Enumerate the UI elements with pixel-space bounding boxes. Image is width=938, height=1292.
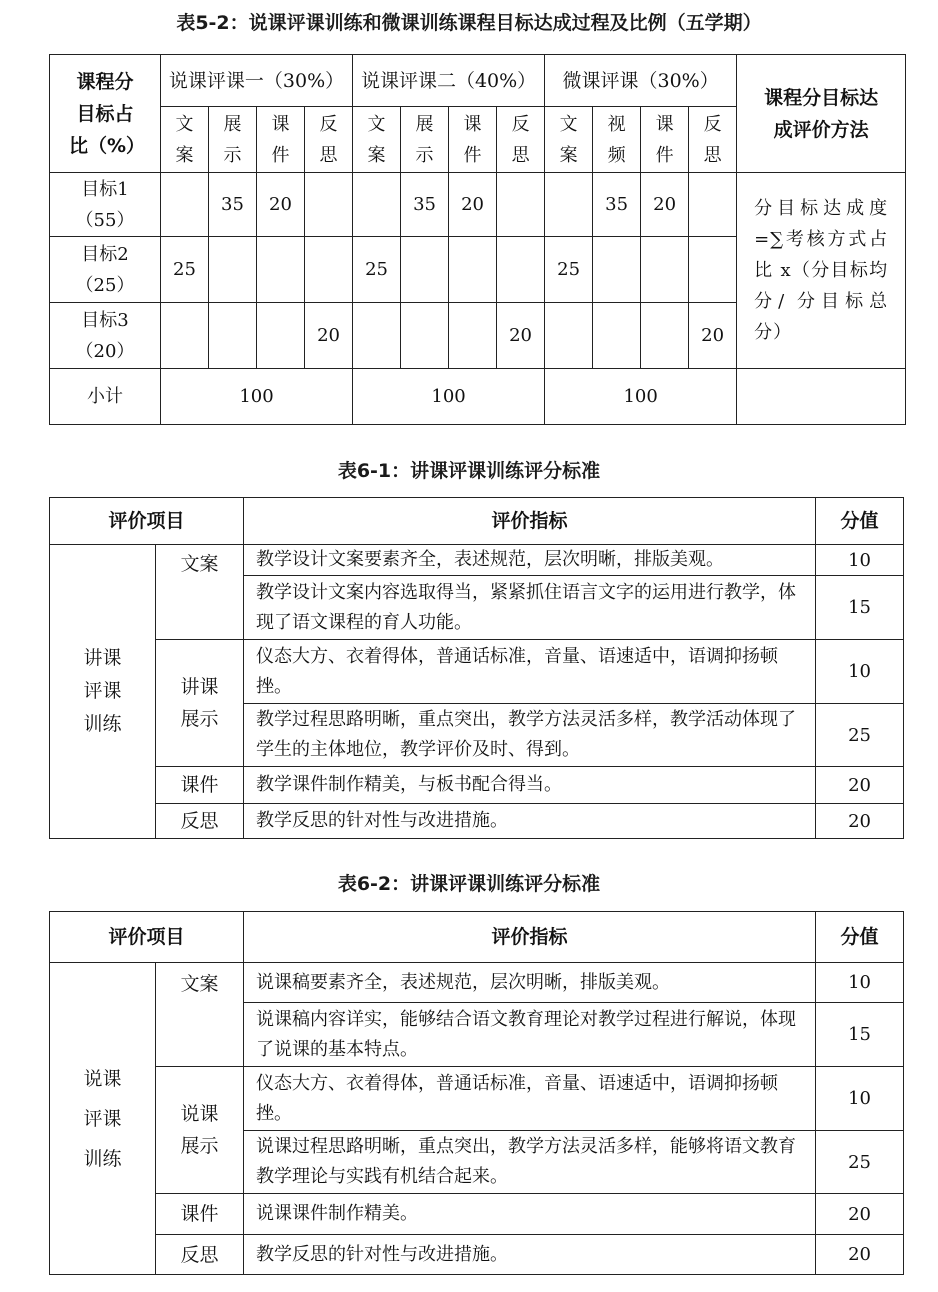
- table-cell: [593, 237, 641, 303]
- sub-item-label: 说课展示: [156, 1067, 244, 1194]
- header-score: 分值: [816, 498, 904, 545]
- table-cell: [449, 303, 497, 369]
- table52: [49, 54, 906, 425]
- table-cell: 25: [161, 237, 209, 303]
- table-cell: [689, 173, 737, 237]
- table-cell: [497, 173, 545, 237]
- table-cell: [353, 173, 401, 237]
- table-cell: 20: [497, 303, 545, 369]
- sub-header: 反思: [497, 107, 545, 173]
- table-cell: [305, 237, 353, 303]
- table-cell: [689, 237, 737, 303]
- indicator-text: 教学反思的针对性与改进措施。: [244, 804, 816, 839]
- header-item: 评价项目: [50, 912, 244, 963]
- table52-caption: 表5-2：说课评课训练和微课训练课程目标达成过程及比例（五学期）: [176, 12, 762, 34]
- indicator-text: 教学设计文案要素齐全，表述规范，层次明晰，排版美观。: [244, 545, 816, 576]
- method-header: 课程分目标达成评价方法: [737, 55, 906, 173]
- goal-label: 目标1 （55）: [50, 173, 161, 237]
- sub-header: 文案: [545, 107, 593, 173]
- indicator-text: 说课课件制作精美。: [244, 1194, 816, 1235]
- category-label: 讲课评课训练: [50, 545, 156, 839]
- table-cell: [497, 237, 545, 303]
- header-indicator: 评价指标: [244, 498, 816, 545]
- table-cell: 20: [641, 173, 689, 237]
- goal-label: 目标3 （20）: [50, 303, 161, 369]
- table-cell: [545, 173, 593, 237]
- sub-header: 反思: [689, 107, 737, 173]
- subtotal-value: 100: [545, 369, 737, 425]
- table-cell: [209, 303, 257, 369]
- table-cell: [209, 237, 257, 303]
- score-value: 15: [816, 1003, 904, 1067]
- table-cell: [401, 237, 449, 303]
- table-cell: 25: [353, 237, 401, 303]
- subtotal-value: 100: [353, 369, 545, 425]
- table-cell: 25: [545, 237, 593, 303]
- sub-item-label: 讲课展示: [156, 640, 244, 767]
- table-cell: [305, 173, 353, 237]
- score-value: 15: [816, 576, 904, 640]
- sub-item-label: 文案: [156, 963, 244, 1067]
- category-label: 说课评课训练: [50, 963, 156, 1275]
- indicator-text: 说课过程思路明晰，重点突出，教学方法灵活多样，能够将语文教育教学理论与实践有机结合起来。: [244, 1131, 816, 1194]
- table-cell: 35: [209, 173, 257, 237]
- sub-header: 文案: [161, 107, 209, 173]
- sub-item-label: 文案: [156, 545, 244, 640]
- indicator-text: 说课稿要素齐全，表述规范，层次明晰，排版美观。: [244, 963, 816, 1003]
- sub-header: 课件: [257, 107, 305, 173]
- table-cell: 20: [305, 303, 353, 369]
- sub-item-label: 反思: [156, 1235, 244, 1275]
- table62-caption: 表6-2：讲课评课训练评分标准: [337, 873, 601, 895]
- table-cell: [641, 303, 689, 369]
- indicator-text: 仪态大方、衣着得体，普通话标准，音量、语速适中，语调抑扬顿挫。: [244, 1067, 816, 1131]
- sub-item-label: 课件: [156, 767, 244, 804]
- score-value: 20: [816, 1194, 904, 1235]
- table-cell: 20: [257, 173, 305, 237]
- table-cell: 35: [401, 173, 449, 237]
- table-cell: [161, 173, 209, 237]
- header-indicator: 评价指标: [244, 912, 816, 963]
- score-value: 10: [816, 1067, 904, 1131]
- score-value: 10: [816, 963, 904, 1003]
- sub-header: 展示: [209, 107, 257, 173]
- sub-header: 课件: [641, 107, 689, 173]
- table-cell: 20: [449, 173, 497, 237]
- sub-item-label: 课件: [156, 1194, 244, 1235]
- table62: [49, 911, 904, 1275]
- sub-header: 文案: [353, 107, 401, 173]
- score-value: 20: [816, 767, 904, 804]
- sub-header: 课件: [449, 107, 497, 173]
- sub-header: 视频: [593, 107, 641, 173]
- subtotal-value: 100: [161, 369, 353, 425]
- table-cell: [593, 303, 641, 369]
- score-value: 10: [816, 545, 904, 576]
- score-value: 25: [816, 704, 904, 767]
- header-score: 分值: [816, 912, 904, 963]
- sub-item-label: 反思: [156, 804, 244, 839]
- method-text: 分目标达成度=∑考核方式占比 x（分目标均分/ 分目标总分）: [737, 173, 906, 369]
- sub-header: 反思: [305, 107, 353, 173]
- table-cell: [257, 237, 305, 303]
- table-cell: [401, 303, 449, 369]
- goal-label: 目标2 （25）: [50, 237, 161, 303]
- table-cell: [641, 237, 689, 303]
- header-item: 评价项目: [50, 498, 244, 545]
- indicator-text: 教学课件制作精美，与板书配合得当。: [244, 767, 816, 804]
- table-cell: 35: [593, 173, 641, 237]
- table52-corner-header: 课程分目标占比（%）: [50, 55, 161, 173]
- table-cell: [545, 303, 593, 369]
- group-header: 说课评课一（30%）: [161, 55, 353, 107]
- indicator-text: 说课稿内容详实，能够结合语文教育理论对教学过程进行解说，体现了说课的基本特点。: [244, 1003, 816, 1067]
- score-value: 20: [816, 1235, 904, 1275]
- subtotal-label: 小计: [50, 369, 161, 425]
- score-value: 10: [816, 640, 904, 704]
- group-header: 说课评课二（40%）: [353, 55, 545, 107]
- indicator-text: 教学设计文案内容选取得当，紧紧抓住语言文字的运用进行教学，体现了语文课程的育人功能。: [244, 576, 816, 640]
- table-cell: [353, 303, 401, 369]
- sub-header: 展示: [401, 107, 449, 173]
- indicator-text: 教学反思的针对性与改进措施。: [244, 1235, 816, 1275]
- table61-caption: 表6-1：讲课评课训练评分标准: [337, 460, 601, 482]
- table-cell: 20: [689, 303, 737, 369]
- indicator-text: 教学过程思路明晰，重点突出，教学方法灵活多样，教学活动体现了学生的主体地位，教学评价及时、得到。: [244, 704, 816, 767]
- table-cell: [737, 369, 906, 425]
- table-cell: [257, 303, 305, 369]
- table-cell: [161, 303, 209, 369]
- score-value: 25: [816, 1131, 904, 1194]
- table-cell: [449, 237, 497, 303]
- group-header: 微课评课（30%）: [545, 55, 737, 107]
- indicator-text: 仪态大方、衣着得体，普通话标准，音量、语速适中，语调抑扬顿挫。: [244, 640, 816, 704]
- score-value: 20: [816, 804, 904, 839]
- table61: [49, 497, 904, 839]
